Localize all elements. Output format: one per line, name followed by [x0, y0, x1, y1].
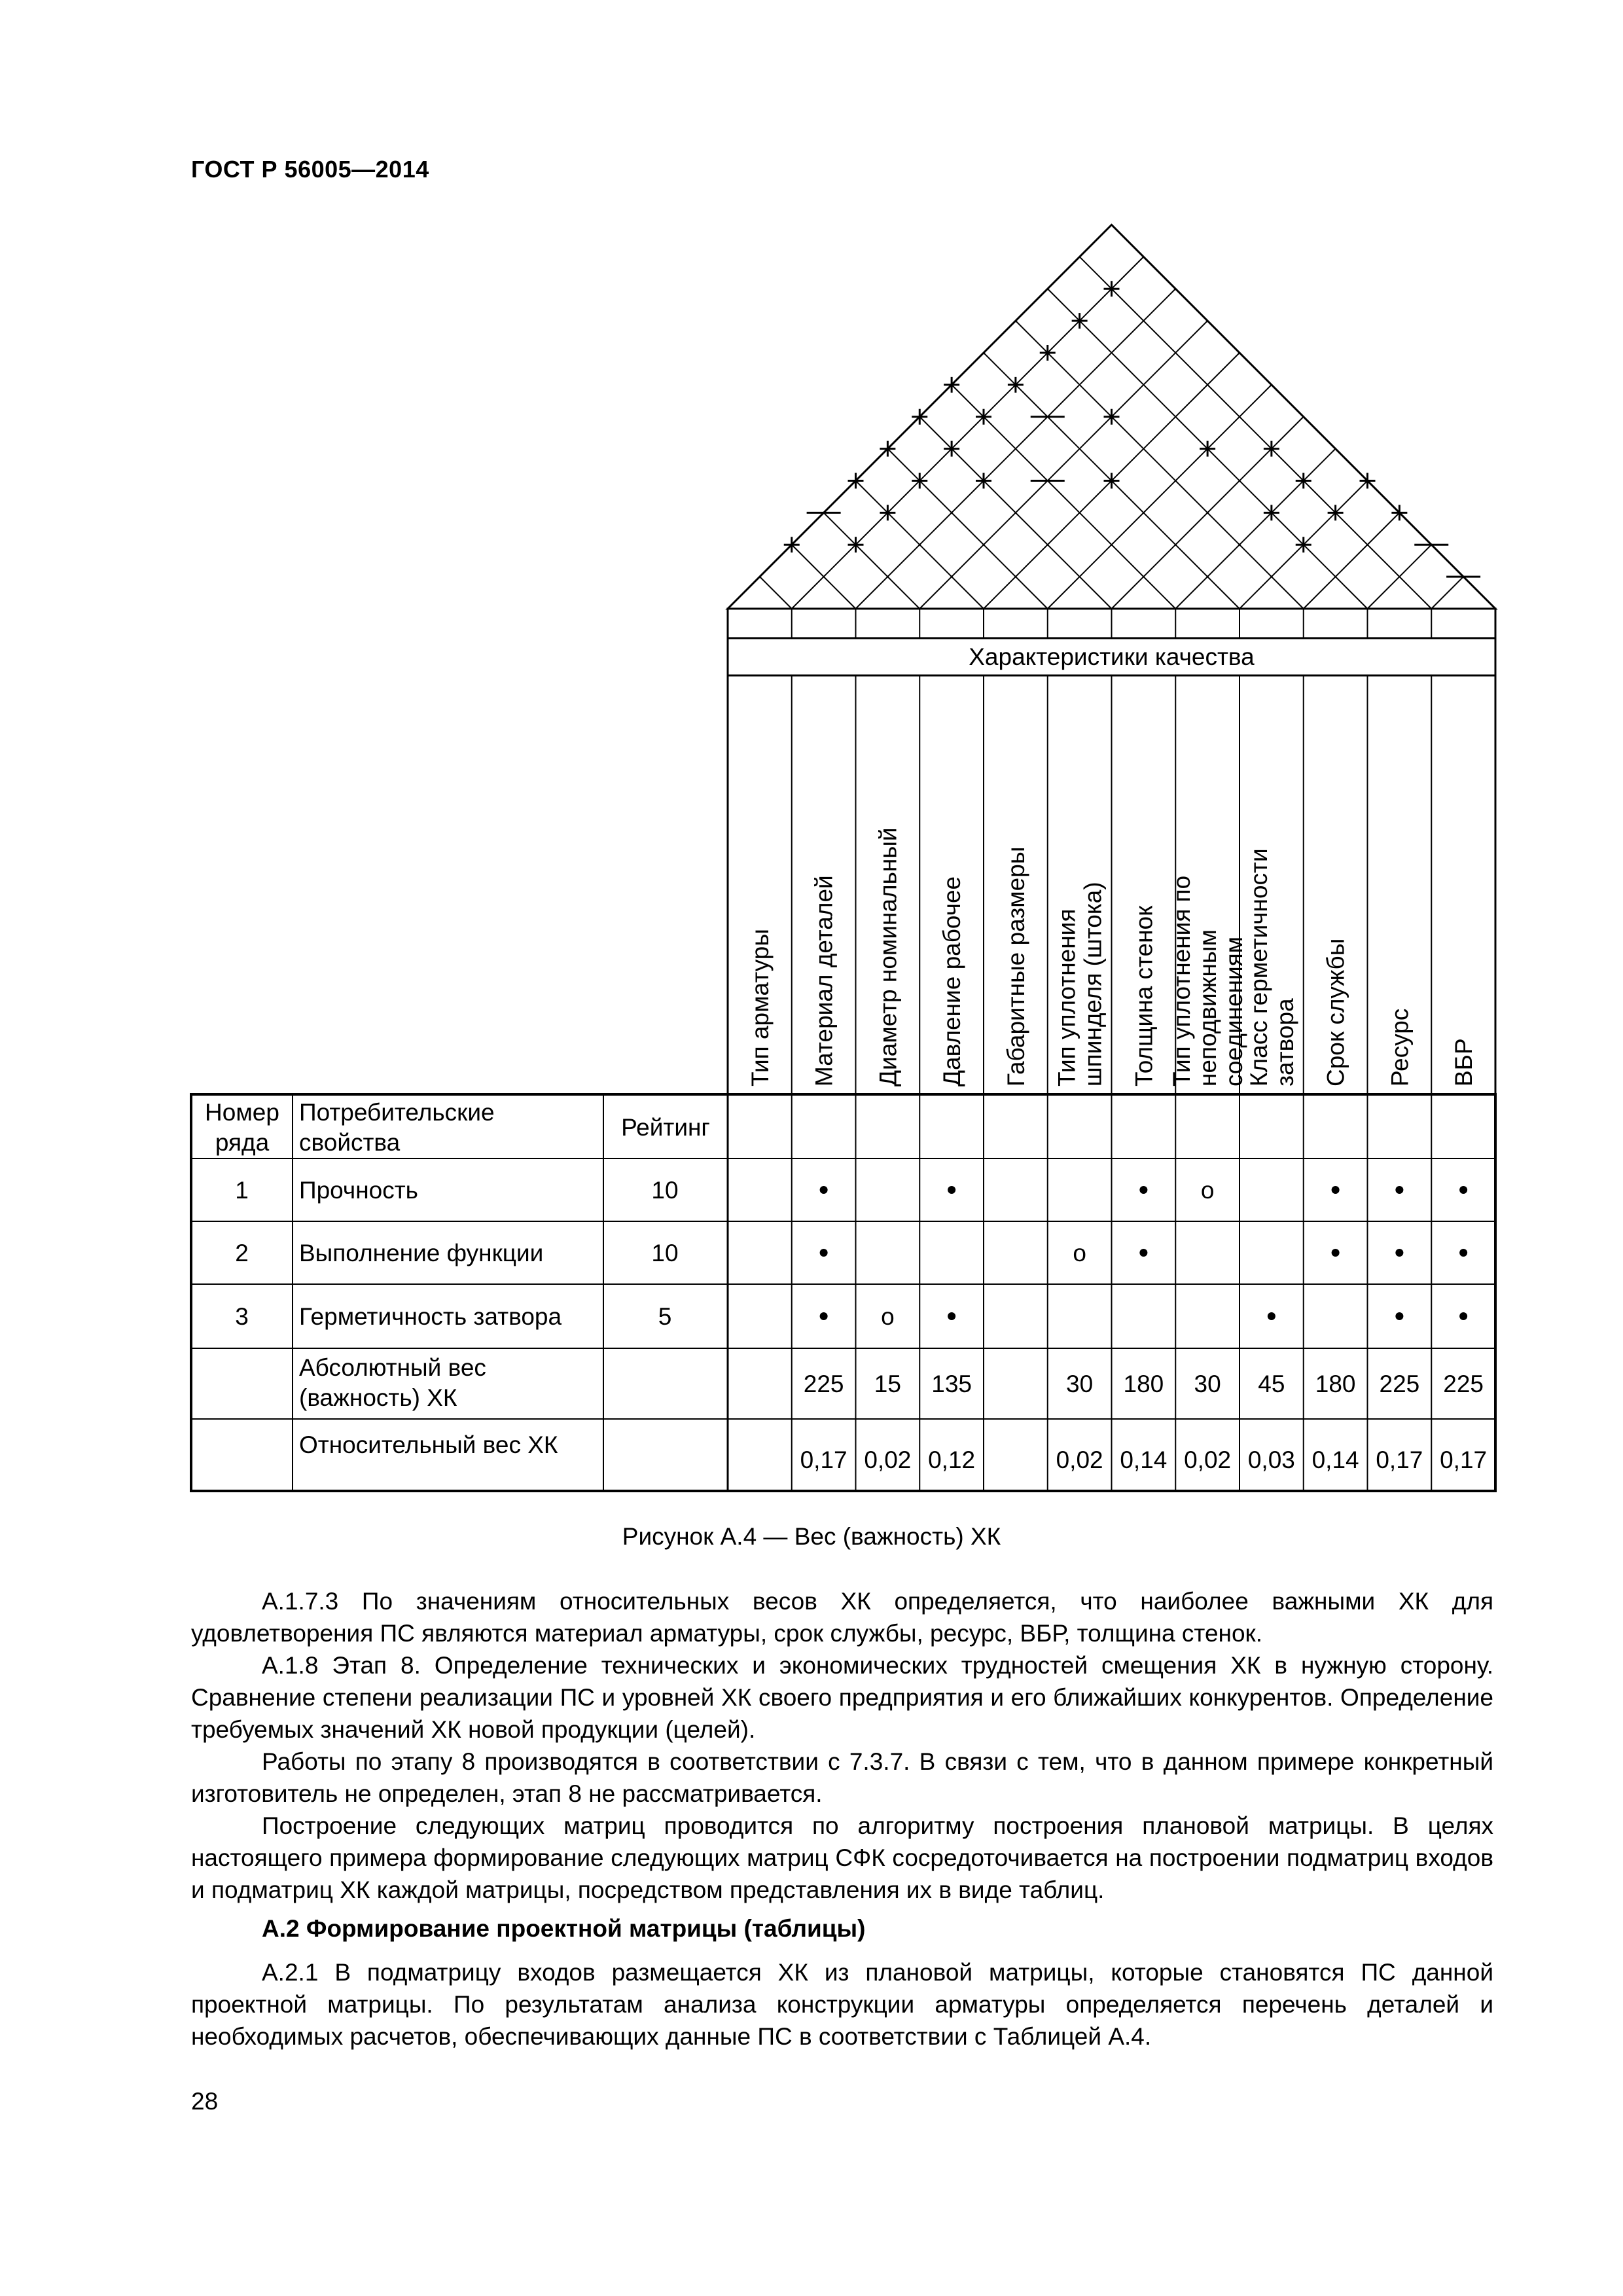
relationship-medium: o	[1073, 1240, 1086, 1266]
relationship-strong	[1395, 1312, 1403, 1320]
relationship-strong	[1268, 1312, 1275, 1320]
roof-grid-line	[887, 449, 1047, 609]
section-heading: А.2 Формирование проектной матрицы (таблицы)	[262, 1915, 866, 1942]
characteristic-label: Толщина стенок	[1130, 905, 1158, 1086]
relationship-strong	[820, 1312, 828, 1320]
paragraph: А.1.7.3 По значениям относительных весов ХК определяется, что наиболее важными ХК для удовлетворения ПС являются материал арматуры, срок службы, ресурс, ВБР, толщина стенок.	[191, 1588, 1493, 1647]
absolute-weight-label: Абсолютный вес	[299, 1354, 486, 1381]
absolute-weight-value: 225	[803, 1371, 844, 1397]
relationship-strong	[1139, 1186, 1147, 1194]
absolute-weight-value: 180	[1315, 1371, 1356, 1397]
figure-caption: Рисунок А.4 — Вес (важность) ХК	[622, 1523, 1001, 1550]
relationship-strong	[948, 1312, 955, 1320]
column-header-rating: Рейтинг	[621, 1114, 710, 1141]
relationship-strong	[1332, 1249, 1340, 1257]
relationship-strong	[1395, 1186, 1403, 1194]
characteristic-label: Габаритные размеры	[1002, 846, 1029, 1086]
absolute-weight-value: 45	[1258, 1371, 1285, 1397]
relationship-strong	[1139, 1249, 1147, 1257]
document-header: ГОСТ Р 56005—2014	[191, 156, 429, 183]
relationship-strong	[948, 1186, 955, 1194]
relationship-strong	[820, 1186, 828, 1194]
column-header-needs: Потребительские	[299, 1099, 495, 1126]
characteristic-label: шпинделя (штока)	[1079, 882, 1107, 1086]
relative-weight-value: 0,02	[1184, 1446, 1232, 1473]
roof-grid-line	[792, 257, 1144, 609]
relationship-strong	[1459, 1249, 1467, 1257]
characteristic-label: неподвижным	[1194, 929, 1222, 1086]
characteristic-label: ВБР	[1450, 1038, 1478, 1086]
characteristic-label: Материал деталей	[810, 875, 838, 1086]
absolute-weight-value: 135	[931, 1371, 972, 1397]
row-need: Прочность	[299, 1177, 418, 1204]
characteristic-label: Ресурс	[1386, 1008, 1414, 1086]
relative-weight-value: 0,17	[1440, 1446, 1488, 1473]
characteristic-label: Тип уплотнения	[1053, 908, 1080, 1086]
relative-weight-value: 0,17	[800, 1446, 847, 1473]
relative-weight-value: 0,14	[1120, 1446, 1168, 1473]
roof-grid-line	[1431, 577, 1463, 609]
characteristic-label: Диаметр номинальный	[874, 827, 902, 1086]
absolute-weight-value: 15	[874, 1371, 901, 1397]
absolute-weight-label: (важность) ХК	[299, 1384, 457, 1411]
row-number: 1	[235, 1177, 249, 1204]
relative-weight-value: 0,17	[1376, 1446, 1423, 1473]
column-header-needs: свойства	[299, 1129, 401, 1156]
roof-grid-line	[824, 512, 920, 609]
relative-weight-value: 0,02	[1056, 1446, 1103, 1473]
relationship-medium: o	[881, 1303, 895, 1330]
characteristic-label: Срок службы	[1322, 938, 1349, 1086]
relative-weight-label: Относительный вес ХК	[299, 1431, 558, 1458]
absolute-weight-value: 30	[1066, 1371, 1094, 1397]
roof-grid-line	[952, 385, 1175, 609]
row-need: Герметичность затвора	[299, 1303, 562, 1330]
relationship-strong	[820, 1249, 828, 1257]
roof-grid-line	[1175, 449, 1335, 609]
page-number: 28	[191, 2088, 219, 2115]
absolute-weight-value: 30	[1194, 1371, 1221, 1397]
roof-grid-line	[919, 321, 1207, 609]
characteristics-header: Характеристики качества	[969, 643, 1255, 670]
body-text	[191, 1585, 1493, 2053]
row-need: Выполнение функции	[299, 1240, 544, 1266]
paragraph: А.1.8 Этап 8. Определение технических и экономических трудностей смещения ХК в нужную сторону. Сравнение степени реализации ПС и уровней ХК своего предприятия и его ближайших конкурентов. Определение требуемых значений ХК новой продукции (целей).	[191, 1652, 1493, 1743]
characteristic-label: Давление рабочее	[938, 876, 966, 1086]
characteristic-label: Класс герметичности	[1245, 848, 1272, 1086]
relationship-strong	[1395, 1249, 1403, 1257]
characteristic-label: затвора	[1271, 998, 1298, 1086]
roof-grid-line	[1304, 512, 1400, 609]
characteristic-label: соединениям	[1221, 936, 1248, 1086]
relationship-strong	[1332, 1186, 1340, 1194]
row-rating: 5	[658, 1303, 672, 1330]
row-rating: 10	[651, 1240, 679, 1266]
relative-weight-value: 0,14	[1311, 1446, 1359, 1473]
row-number: 3	[235, 1303, 249, 1330]
relative-weight-value: 0,03	[1247, 1446, 1295, 1473]
roof-grid-line	[1016, 321, 1304, 609]
characteristic-label: Тип уплотнения по	[1168, 875, 1196, 1086]
absolute-weight-value: 225	[1443, 1371, 1484, 1397]
roof-grid-line	[1080, 257, 1432, 609]
relationship-medium: o	[1200, 1177, 1215, 1204]
relationship-strong	[1459, 1312, 1467, 1320]
absolute-weight-value: 180	[1123, 1371, 1164, 1397]
relationship-strong	[1459, 1186, 1467, 1194]
relative-weight-value: 0,12	[928, 1446, 976, 1473]
paragraph: А.2.1 В подматрицу входов размещается ХК из плановой матрицы, которые становятся ПС данной проектной матрицы. По результатам анализа конструкции арматуры определяется перечень деталей и необходимых расчетов, обеспечивающих данные ПС в соответствии с Таблицей А.4.	[191, 1959, 1493, 2050]
row-number: 2	[235, 1240, 249, 1266]
absolute-weight-value: 225	[1379, 1371, 1420, 1397]
roof-grid-line	[1048, 385, 1272, 609]
column-header-number: ряда	[215, 1129, 270, 1156]
column-header-number: Номер	[205, 1099, 279, 1126]
paragraph: Построение следующих матриц проводится по алгоритму построения плановой матрицы. В целях настоящего примера формирование следующих матриц СФК сосредоточивается на построении подматриц входов и подматриц ХК каждой матрицы, посредством представления их в виде таблиц.	[191, 1812, 1493, 1903]
characteristic-label: Тип арматуры	[746, 929, 774, 1086]
roof-grid-line	[760, 577, 792, 609]
row-rating: 10	[651, 1177, 679, 1204]
relative-weight-value: 0,02	[864, 1446, 912, 1473]
paragraph: Работы по этапу 8 производятся в соответствии с 7.3.7. В связи с тем, что в данном примере конкретный изготовитель не определен, этап 8 не рассматривается.	[191, 1748, 1493, 1807]
